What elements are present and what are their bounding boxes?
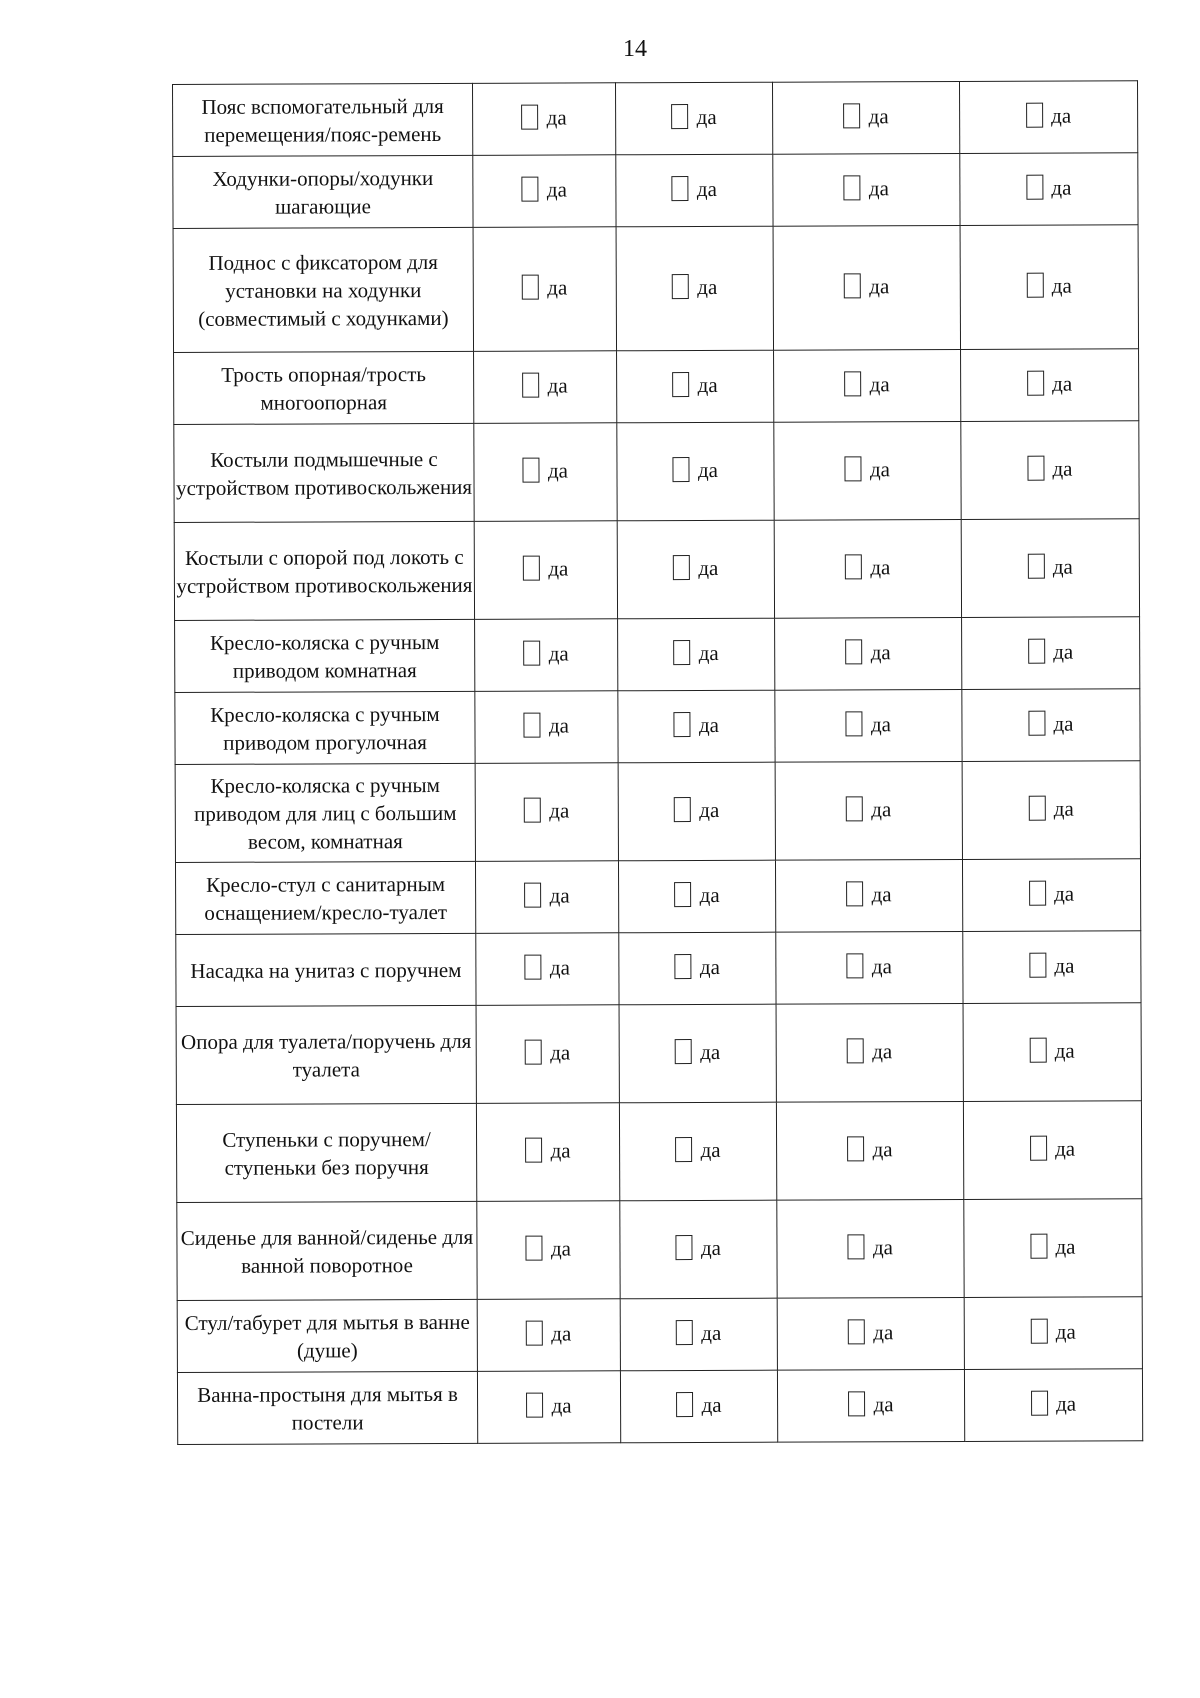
- checkbox[interactable]: [847, 1038, 864, 1063]
- checkbox[interactable]: [675, 882, 692, 907]
- yes-option[interactable]: [1028, 553, 1073, 578]
- checkbox[interactable]: [672, 104, 689, 129]
- option-cell: [774, 421, 961, 520]
- yes-label: да: [698, 555, 719, 580]
- option-cell: [961, 519, 1139, 618]
- yes-label: да: [868, 175, 889, 200]
- yes-option[interactable]: [1030, 1037, 1075, 1062]
- equipment-table: [172, 80, 1143, 1445]
- option-cell: [962, 859, 1140, 932]
- table-row: [176, 931, 1141, 1007]
- checkbox[interactable]: [523, 457, 540, 482]
- yes-label: да: [697, 372, 718, 397]
- checkbox[interactable]: [673, 372, 690, 397]
- yes-label: да: [1054, 881, 1075, 906]
- checkbox[interactable]: [672, 176, 689, 201]
- option-cell: [961, 421, 1139, 520]
- checkbox[interactable]: [1029, 795, 1046, 820]
- yes-option[interactable]: [524, 797, 569, 822]
- yes-label: да: [873, 1391, 894, 1416]
- yes-label: да: [872, 1038, 893, 1063]
- row-label: Ходунки-опоры/ходунки шагающие: [173, 155, 473, 228]
- table-row: [177, 1369, 1142, 1445]
- checkbox[interactable]: [522, 274, 539, 299]
- yes-label: да: [873, 1319, 894, 1344]
- yes-label: да: [1053, 711, 1074, 736]
- table-row: [173, 153, 1138, 229]
- yes-option[interactable]: [673, 554, 718, 579]
- checkbox[interactable]: [1026, 174, 1043, 199]
- yes-option[interactable]: [1027, 272, 1072, 297]
- row-label: Кресло-коляска с ручным приводом прогулочная: [175, 691, 475, 764]
- option-cell: [959, 81, 1137, 154]
- option-cell: [772, 81, 959, 154]
- checkbox[interactable]: [672, 274, 689, 299]
- yes-label: да: [546, 176, 567, 202]
- yes-option[interactable]: [675, 953, 720, 978]
- checkbox[interactable]: [676, 1137, 693, 1162]
- yes-option[interactable]: [674, 711, 719, 736]
- yes-label: да: [872, 1136, 893, 1161]
- checkbox[interactable]: [848, 1319, 865, 1344]
- yes-option[interactable]: [527, 1392, 572, 1417]
- yes-label: да: [700, 1039, 721, 1064]
- yes-label: да: [871, 881, 892, 906]
- option-cell: [964, 1297, 1142, 1370]
- yes-label: да: [1055, 1136, 1076, 1161]
- row-label: Ступеньки с поручнем/ступеньки без поручня: [176, 1103, 476, 1202]
- checkbox[interactable]: [524, 640, 541, 665]
- checkbox[interactable]: [674, 797, 691, 822]
- checkbox[interactable]: [1029, 880, 1046, 905]
- yes-label: да: [550, 1235, 572, 1261]
- checkbox[interactable]: [846, 711, 863, 736]
- option-cell: [620, 1200, 777, 1299]
- yes-option[interactable]: [522, 176, 567, 201]
- checkbox[interactable]: [524, 712, 541, 737]
- checkbox[interactable]: [848, 1234, 865, 1259]
- option-cell: [472, 83, 615, 156]
- yes-option[interactable]: [673, 371, 718, 396]
- option-cell: [474, 423, 617, 522]
- yes-option[interactable]: [677, 1391, 722, 1416]
- checkbox[interactable]: [1026, 102, 1043, 127]
- yes-option[interactable]: [1031, 1390, 1076, 1415]
- yes-label: да: [548, 712, 570, 738]
- row-label: Опора для туалета/поручень для туалета: [176, 1005, 476, 1104]
- yes-option[interactable]: [525, 882, 570, 907]
- yes-option[interactable]: [847, 1038, 892, 1063]
- checkbox[interactable]: [844, 175, 861, 200]
- option-cell: [475, 619, 618, 692]
- option-cell: [618, 762, 775, 861]
- yes-option[interactable]: [1031, 1318, 1076, 1343]
- checkbox[interactable]: [846, 639, 863, 664]
- yes-option[interactable]: [845, 456, 890, 481]
- yes-label: да: [699, 954, 720, 979]
- option-cell: [476, 1103, 619, 1202]
- yes-option[interactable]: [1027, 455, 1072, 480]
- yes-option[interactable]: [847, 881, 892, 906]
- row-label: Кресло-коляска с ручным приводом комнатная: [175, 619, 475, 692]
- yes-label: да: [699, 797, 720, 822]
- table-row: [174, 519, 1139, 621]
- checkbox[interactable]: [523, 555, 540, 580]
- option-cell: [620, 1298, 777, 1371]
- checkbox[interactable]: [526, 1235, 543, 1260]
- yes-label: да: [869, 456, 891, 481]
- yes-label: да: [1054, 1038, 1075, 1063]
- yes-label: да: [551, 1320, 572, 1346]
- table-row: [177, 1199, 1142, 1301]
- yes-label: да: [697, 457, 719, 482]
- option-cell: [476, 1005, 619, 1104]
- yes-option[interactable]: [676, 1234, 721, 1259]
- row-label: Поднос с фиксатором для установки на ходунки (совместимый с ходунками): [173, 227, 473, 352]
- yes-label: да: [547, 457, 569, 483]
- yes-label: да: [700, 1235, 722, 1260]
- option-cell: [475, 763, 618, 862]
- checkbox[interactable]: [1027, 370, 1044, 395]
- option-cell: [616, 154, 773, 227]
- checkbox[interactable]: [1028, 553, 1045, 578]
- row-label: Костыли с опорой под локоть с устройством противоскольжения: [174, 521, 474, 620]
- yes-option[interactable]: [1026, 174, 1071, 199]
- yes-option[interactable]: [675, 881, 720, 906]
- checkbox[interactable]: [1027, 272, 1044, 297]
- option-cell: [777, 1369, 964, 1442]
- yes-option[interactable]: [844, 175, 889, 200]
- option-cell: [477, 1299, 620, 1372]
- option-cell: [773, 153, 960, 226]
- checkbox[interactable]: [525, 1039, 542, 1064]
- option-cell: [477, 1371, 620, 1444]
- yes-label: да: [1051, 103, 1072, 128]
- option-cell: [775, 859, 962, 932]
- checkbox[interactable]: [1030, 1135, 1047, 1160]
- yes-label: да: [696, 176, 717, 201]
- yes-option[interactable]: [1029, 952, 1074, 977]
- yes-option[interactable]: [526, 1235, 571, 1260]
- option-cell: [963, 1101, 1141, 1200]
- yes-option[interactable]: [523, 555, 568, 580]
- checkbox[interactable]: [525, 954, 542, 979]
- option-cell: [475, 861, 618, 934]
- checkbox[interactable]: [523, 372, 540, 397]
- option-cell: [775, 761, 962, 860]
- yes-label: да: [550, 1039, 571, 1065]
- option-cell: [962, 617, 1140, 690]
- option-cell: [776, 1101, 963, 1200]
- checkbox[interactable]: [677, 1392, 694, 1417]
- yes-label: да: [1056, 1391, 1077, 1416]
- row-label: Кресло-коляска с ручным приводом для лиц с большим весом, комнатная: [175, 763, 475, 862]
- option-cell: [617, 520, 774, 619]
- row-label: Ванна-простыня для мытья в постели: [177, 1371, 477, 1444]
- option-cell: [775, 617, 962, 690]
- yes-option[interactable]: [844, 273, 889, 298]
- yes-option[interactable]: [672, 175, 717, 200]
- yes-label: да: [547, 372, 568, 398]
- yes-label: да: [1052, 371, 1073, 396]
- row-label: Пояс вспомогательный для перемещения/пояс-ремень: [173, 83, 473, 156]
- yes-label: да: [870, 639, 891, 664]
- checkbox[interactable]: [674, 640, 691, 665]
- option-cell: [776, 1003, 963, 1102]
- option-cell: [774, 519, 961, 618]
- yes-label: да: [1055, 1319, 1076, 1344]
- checkbox[interactable]: [847, 881, 864, 906]
- yes-option[interactable]: [523, 457, 568, 482]
- yes-option[interactable]: [849, 1391, 894, 1416]
- option-cell: [476, 933, 619, 1006]
- option-cell: [617, 350, 774, 423]
- table-row: [177, 1297, 1142, 1373]
- checkbox[interactable]: [845, 554, 862, 579]
- yes-label: да: [548, 640, 569, 666]
- yes-option[interactable]: [1029, 795, 1074, 820]
- checkbox[interactable]: [675, 954, 692, 979]
- option-cell: [962, 761, 1140, 860]
- checkbox[interactable]: [522, 176, 539, 201]
- row-label: Костыли подмышечные с устройством противоскольжения: [174, 423, 474, 522]
- yes-label: да: [548, 555, 569, 581]
- yes-option[interactable]: [845, 371, 890, 396]
- yes-label: да: [697, 274, 718, 299]
- checkbox[interactable]: [1030, 1037, 1047, 1062]
- option-cell: [474, 521, 617, 620]
- option-cell: [962, 689, 1140, 762]
- table-row: [175, 761, 1140, 863]
- checkbox[interactable]: [847, 953, 864, 978]
- option-cell: [619, 932, 776, 1005]
- yes-label: да: [699, 882, 720, 907]
- checkbox[interactable]: [1030, 1233, 1047, 1258]
- yes-option[interactable]: [526, 1137, 571, 1162]
- checkbox[interactable]: [675, 1039, 692, 1064]
- option-cell: [475, 691, 618, 764]
- yes-option[interactable]: [524, 640, 569, 665]
- table-row: [175, 617, 1140, 693]
- checkbox[interactable]: [673, 555, 690, 580]
- option-cell: [615, 82, 772, 155]
- yes-option[interactable]: [847, 953, 892, 978]
- checkbox[interactable]: [1028, 638, 1045, 663]
- table-row: [174, 349, 1139, 425]
- yes-label: да: [870, 554, 891, 579]
- row-label: Кресло-стул с санитарным оснащением/кресло-туалет: [175, 861, 475, 934]
- option-cell: [774, 349, 961, 422]
- yes-label: да: [551, 1392, 572, 1418]
- option-cell: [474, 351, 617, 424]
- yes-label: да: [700, 1137, 721, 1162]
- yes-option[interactable]: [1026, 102, 1071, 127]
- checkbox[interactable]: [1028, 710, 1045, 735]
- checkbox[interactable]: [848, 1136, 865, 1161]
- checkbox[interactable]: [844, 273, 861, 298]
- checkbox[interactable]: [1027, 455, 1044, 480]
- table-row: [174, 421, 1139, 523]
- option-cell: [618, 860, 775, 933]
- yes-option[interactable]: [672, 273, 717, 298]
- option-cell: [618, 690, 775, 763]
- table-row: [175, 859, 1140, 935]
- table-row: [173, 225, 1138, 353]
- yes-option[interactable]: [1028, 638, 1073, 663]
- checkbox[interactable]: [525, 882, 542, 907]
- checkbox[interactable]: [524, 797, 541, 822]
- option-cell: [964, 1199, 1142, 1298]
- yes-label: да: [698, 640, 719, 665]
- checkbox[interactable]: [845, 456, 862, 481]
- yes-label: да: [550, 1137, 571, 1163]
- checkbox[interactable]: [527, 1392, 544, 1417]
- yes-option[interactable]: [1028, 710, 1073, 735]
- option-cell: [773, 225, 960, 350]
- yes-option[interactable]: [673, 456, 718, 481]
- option-cell: [963, 1003, 1141, 1102]
- option-cell: [777, 1297, 964, 1370]
- yes-option[interactable]: [1030, 1233, 1075, 1258]
- yes-option[interactable]: [1029, 880, 1074, 905]
- row-label: Стул/табурет для мытья в ванне (душе): [177, 1299, 477, 1372]
- yes-label: да: [870, 711, 892, 736]
- yes-option[interactable]: [525, 1039, 570, 1064]
- checkbox[interactable]: [1029, 952, 1046, 977]
- yes-label: да: [1051, 175, 1072, 200]
- yes-option[interactable]: [845, 554, 890, 579]
- option-cell: [964, 1369, 1142, 1442]
- option-cell: [617, 422, 774, 521]
- yes-label: да: [868, 103, 889, 128]
- option-cell: [473, 227, 616, 352]
- yes-option[interactable]: [846, 711, 891, 736]
- option-cell: [775, 689, 962, 762]
- yes-option[interactable]: [524, 712, 569, 737]
- yes-option[interactable]: [848, 1319, 893, 1344]
- option-cell: [473, 155, 616, 228]
- yes-label: да: [546, 104, 567, 130]
- yes-option[interactable]: [846, 796, 891, 821]
- checkbox[interactable]: [1031, 1318, 1048, 1343]
- yes-option[interactable]: [675, 1038, 720, 1063]
- yes-option[interactable]: [676, 1319, 721, 1344]
- table-row: [173, 81, 1138, 157]
- yes-label: да: [701, 1392, 722, 1417]
- yes-option[interactable]: [523, 372, 568, 397]
- checkbox[interactable]: [676, 1320, 693, 1345]
- option-cell: [961, 349, 1139, 422]
- checkbox[interactable]: [676, 1235, 693, 1260]
- option-cell: [776, 931, 963, 1004]
- yes-option[interactable]: [848, 1136, 893, 1161]
- option-cell: [960, 225, 1138, 350]
- yes-label: да: [549, 954, 570, 980]
- option-cell: [619, 1102, 776, 1201]
- row-label: Насадка на унитаз с поручнем: [176, 933, 476, 1006]
- checkbox[interactable]: [673, 457, 690, 482]
- row-label: Сиденье для ванной/сиденье для ванной поворотное: [177, 1201, 477, 1300]
- yes-label: да: [701, 1320, 722, 1345]
- checkbox[interactable]: [1031, 1390, 1048, 1415]
- yes-option[interactable]: [676, 1136, 721, 1161]
- yes-label: да: [549, 797, 570, 823]
- yes-option[interactable]: [674, 796, 719, 821]
- checkbox[interactable]: [526, 1137, 543, 1162]
- yes-label: да: [1052, 554, 1073, 579]
- yes-label: да: [1052, 456, 1073, 481]
- yes-label: да: [871, 953, 892, 978]
- yes-option[interactable]: [848, 1234, 893, 1259]
- yes-option[interactable]: [844, 103, 889, 128]
- checkbox[interactable]: [522, 104, 539, 129]
- yes-label: да: [547, 274, 568, 300]
- yes-label: да: [696, 104, 717, 129]
- yes-label: да: [869, 273, 890, 298]
- option-cell: [960, 153, 1138, 226]
- table-row: [175, 689, 1140, 765]
- row-label: Трость опорная/трость многоопорная: [174, 351, 474, 424]
- option-cell: [618, 618, 775, 691]
- yes-option[interactable]: [522, 104, 567, 129]
- checkbox[interactable]: [526, 1320, 543, 1345]
- yes-option[interactable]: [846, 639, 891, 664]
- yes-label: да: [549, 882, 570, 908]
- yes-option[interactable]: [522, 274, 567, 299]
- yes-label: да: [1053, 639, 1074, 664]
- yes-label: да: [869, 371, 890, 396]
- option-cell: [963, 931, 1141, 1004]
- yes-option[interactable]: [1027, 370, 1072, 395]
- yes-label: да: [698, 712, 720, 737]
- yes-option[interactable]: [674, 639, 719, 664]
- yes-option[interactable]: [525, 954, 570, 979]
- yes-option[interactable]: [526, 1320, 571, 1345]
- table-row: [176, 1003, 1141, 1105]
- yes-label: да: [1053, 796, 1074, 821]
- yes-label: да: [1054, 953, 1075, 978]
- yes-option[interactable]: [672, 103, 717, 128]
- yes-label: да: [1051, 273, 1072, 298]
- option-cell: [477, 1201, 620, 1300]
- option-cell: [777, 1199, 964, 1298]
- table-row: [176, 1101, 1141, 1203]
- yes-label: да: [1055, 1234, 1076, 1259]
- option-cell: [619, 1004, 776, 1103]
- checkbox[interactable]: [849, 1391, 866, 1416]
- option-cell: [616, 226, 773, 351]
- checkbox[interactable]: [844, 103, 861, 128]
- yes-label: да: [872, 1234, 894, 1259]
- yes-option[interactable]: [1030, 1135, 1075, 1160]
- page-number: 14: [623, 36, 647, 62]
- yes-label: да: [871, 796, 892, 821]
- checkbox[interactable]: [674, 712, 691, 737]
- checkbox[interactable]: [846, 796, 863, 821]
- option-cell: [620, 1370, 777, 1443]
- checkbox[interactable]: [845, 371, 862, 396]
